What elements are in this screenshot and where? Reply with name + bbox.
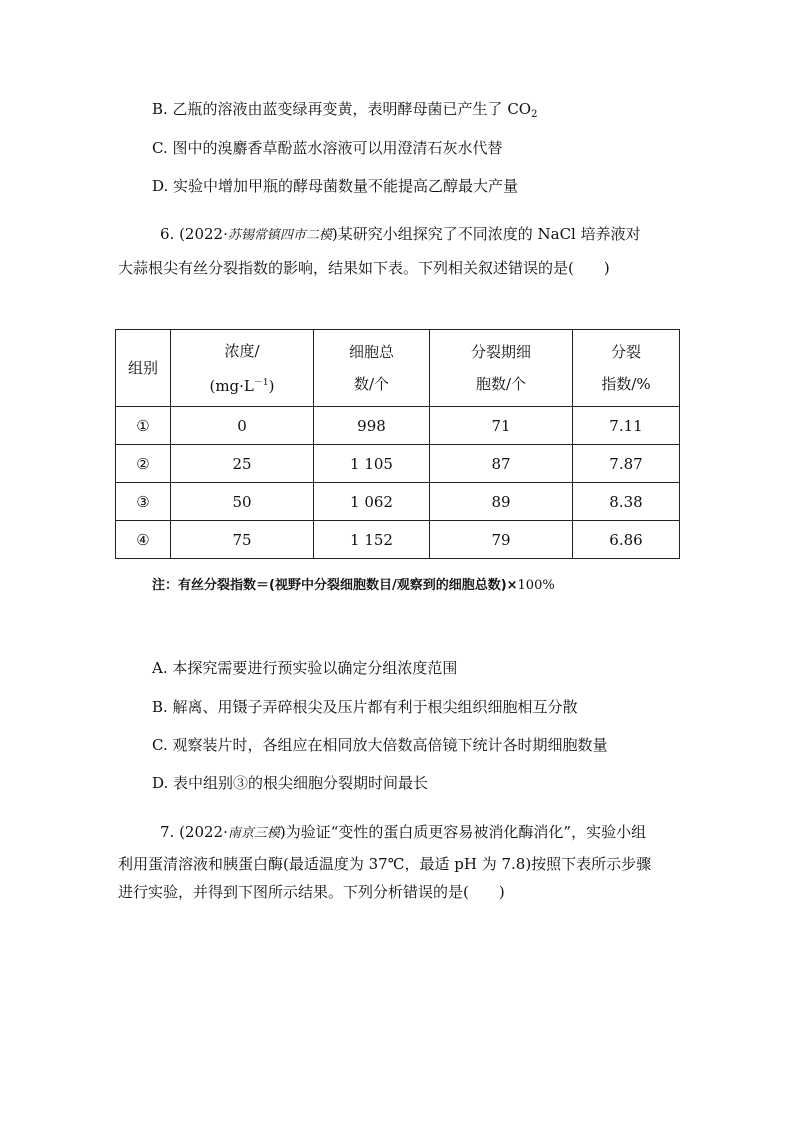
cell-index: 6.86 bbox=[573, 521, 680, 559]
header-dividing-cells: 分裂期细 胞数/个 bbox=[430, 330, 573, 407]
option-c-q6: C. 观察装片时，各组应在相同放大倍数高倍镜下统计各时期细胞数量 bbox=[152, 736, 608, 754]
cell-conc: 0 bbox=[171, 407, 314, 445]
note-text: 注：有丝分裂指数＝(视野中分裂细胞数目/观察到的细胞总数)× bbox=[152, 578, 518, 593]
question-number: 7. (2022· bbox=[160, 823, 228, 841]
cell-group: ② bbox=[116, 445, 171, 483]
stem-text: )为验证“变性的蛋白质更容易被消化酶消化”，实验小组 bbox=[279, 823, 647, 841]
table-note bbox=[152, 574, 555, 593]
question-7-stem-line1 bbox=[160, 822, 646, 844]
cell-conc: 50 bbox=[171, 483, 314, 521]
nacl-data-table bbox=[115, 329, 680, 559]
header-total-cells: 细胞总 数/个 bbox=[314, 330, 430, 407]
stem-text: )某研究小组探究了不同浓度的 NaCl 培养液对 bbox=[331, 225, 641, 243]
cell-conc: 75 bbox=[171, 521, 314, 559]
question-source: 南京三模 bbox=[227, 826, 280, 841]
question-number: 6. (2022· bbox=[160, 225, 228, 243]
header-group: 组别 bbox=[116, 330, 171, 407]
note-percent: 100% bbox=[517, 578, 555, 593]
option-a-q6: A. 本探究需要进行预实验以确定分组浓度范围 bbox=[152, 659, 458, 677]
table-row bbox=[116, 483, 680, 521]
cell-total: 1 062 bbox=[314, 483, 430, 521]
option-d-q6: D. 表中组别③的根尖细胞分裂期时间最长 bbox=[152, 774, 429, 792]
cell-total: 998 bbox=[314, 407, 430, 445]
cell-index: 7.87 bbox=[573, 445, 680, 483]
header-concentration: 浓度/ $(mg\cdot L^{-1})$ bbox=[171, 330, 314, 407]
cell-group: ③ bbox=[116, 483, 171, 521]
option-d-q5: D. 实验中增加甲瓶的酵母菌数量不能提高乙醇最大产量 bbox=[152, 177, 519, 195]
cell-dividing: 89 bbox=[430, 483, 573, 521]
question-7-stem-line2: 利用蛋清溶液和胰蛋白酶(最适温度为 37℃，最适 pH 为 7.8)按照下表所示步骤 bbox=[118, 855, 652, 873]
cell-index: 7.11 bbox=[573, 407, 680, 445]
question-7-stem-line3: 进行实验，并得到下图所示结果。下列分析错误的是( ) bbox=[118, 883, 505, 901]
cell-dividing: 87 bbox=[430, 445, 573, 483]
option-b-q6: B. 解离、用镊子弄碎根尖及压片都有利于根尖组织细胞相互分散 bbox=[152, 698, 578, 716]
cell-group: ① bbox=[116, 407, 171, 445]
question-6-stem-line1 bbox=[160, 224, 641, 246]
cell-total: 1 152 bbox=[314, 521, 430, 559]
header-mitotic-index: 分裂 指数/% bbox=[573, 330, 680, 407]
table-row bbox=[116, 521, 680, 559]
question-source: 苏锡常镇四市二模 bbox=[227, 228, 332, 243]
table-header-row bbox=[116, 330, 680, 407]
question-6-stem-line2: 大蒜根尖有丝分裂指数的影响，结果如下表。下列相关叙述错误的是( ) bbox=[118, 259, 610, 277]
cell-dividing: 71 bbox=[430, 407, 573, 445]
cell-conc: 25 bbox=[171, 445, 314, 483]
option-text: B. 乙瓶的溶液由蓝变绿再变黄，表明酵母菌已产生了 CO bbox=[152, 100, 532, 118]
table-row bbox=[116, 445, 680, 483]
table-row bbox=[116, 407, 680, 445]
cell-dividing: 79 bbox=[430, 521, 573, 559]
cell-total: 1 105 bbox=[314, 445, 430, 483]
cell-group: ④ bbox=[116, 521, 171, 559]
subscript: 2 bbox=[531, 109, 538, 120]
option-c-q5: C. 图中的溴麝香草酚蓝水溶液可以用澄清石灰水代替 bbox=[152, 139, 503, 157]
option-b-q5 bbox=[152, 99, 537, 125]
cell-index: 8.38 bbox=[573, 483, 680, 521]
